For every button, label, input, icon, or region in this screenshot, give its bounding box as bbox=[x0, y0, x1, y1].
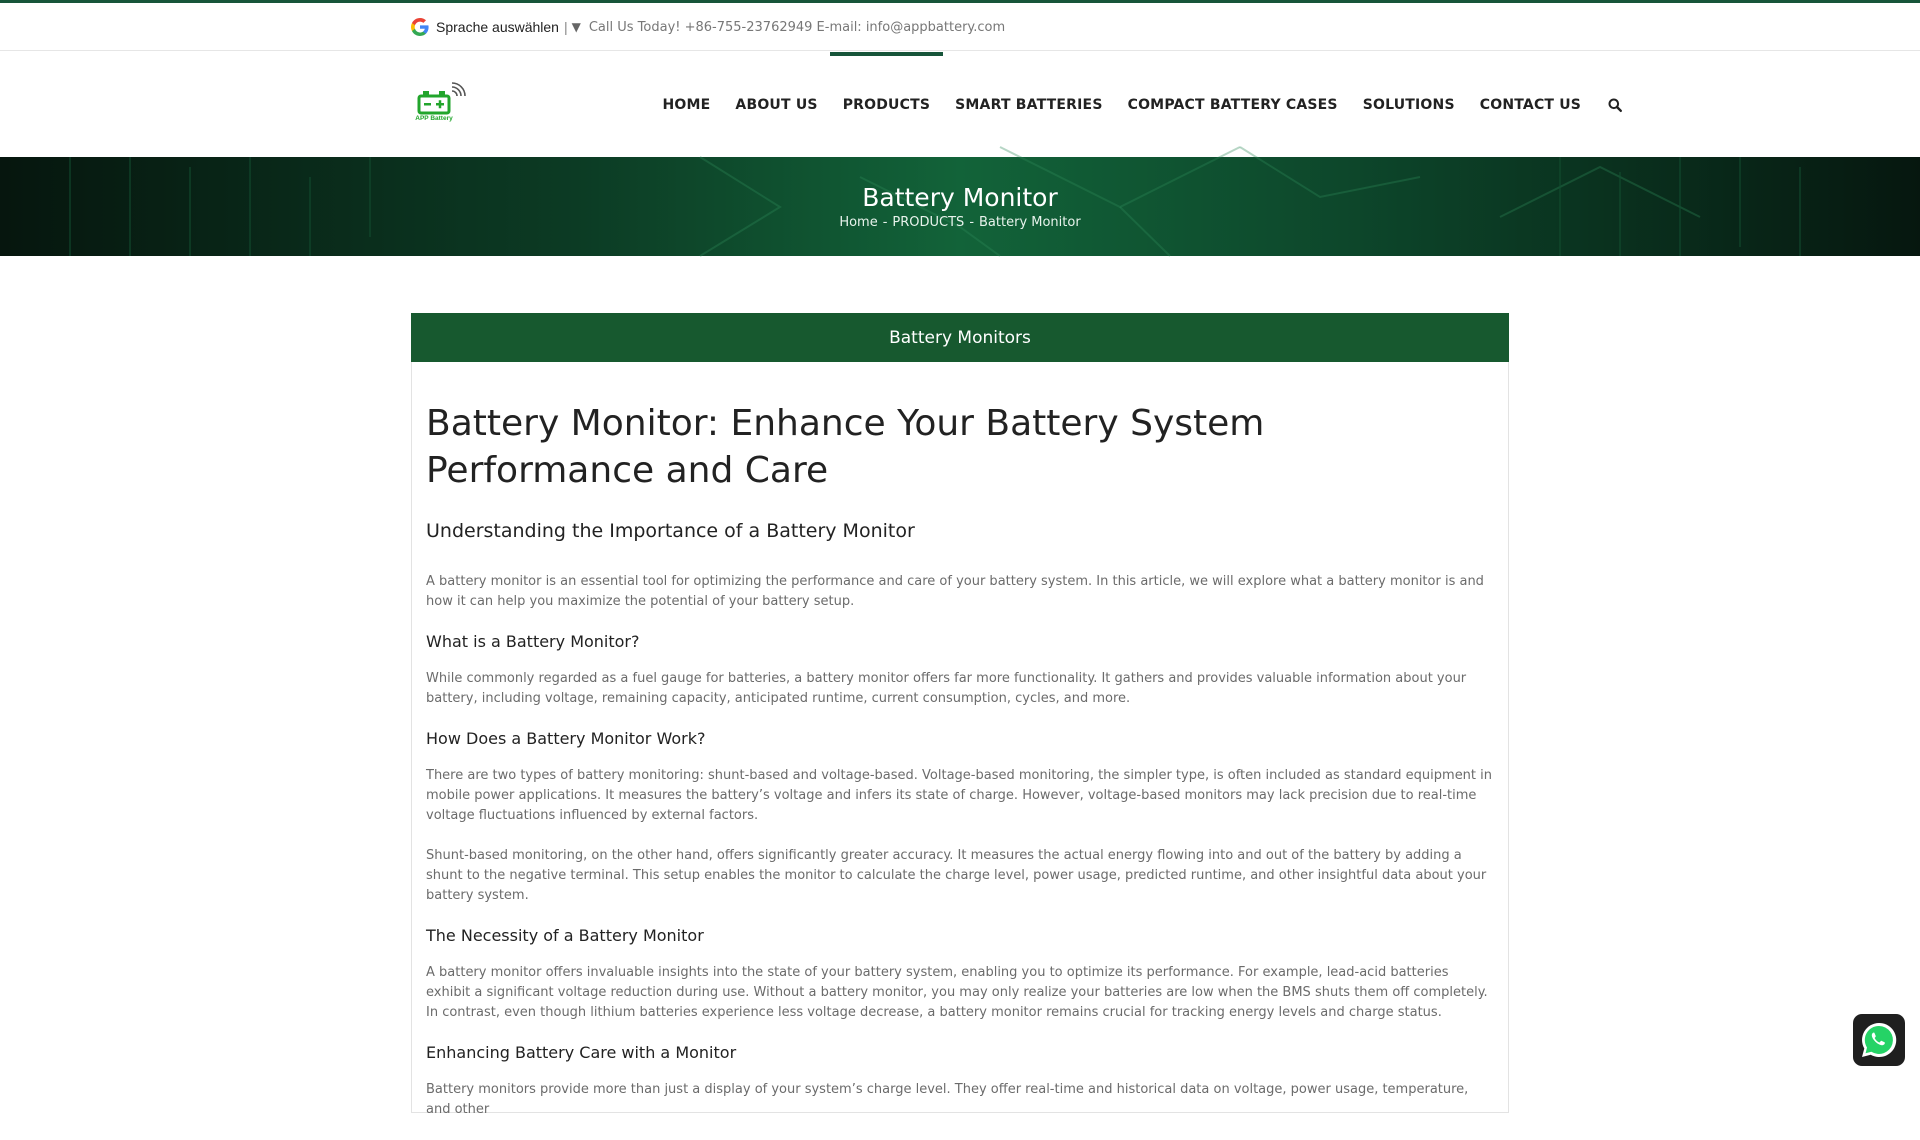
language-separator: | bbox=[563, 19, 568, 35]
top-bar bbox=[0, 3, 1920, 51]
battery-signal-icon bbox=[414, 82, 466, 122]
section-paragraph: There are two types of battery monitoring: shunt-based and voltage-based. Voltage-based monitoring, the simpler type, is often included as standard equipment in mobile power applications. It measures the battery’s voltage and infers its state of charge. However, voltage-based monitors may lack precision due to real-time voltage fluctuations influenced by external factors. bbox=[426, 768, 1493, 823]
section-paragraph: While commonly regarded as a fuel gauge for batteries, a battery monitor offers far more functionality. It gathers and provides valuable information about your battery, including voltage, remaining capacity, anticipated runtime, current consumption, cycles, and more. bbox=[426, 671, 1467, 706]
nav-about-us[interactable]: ABOUT US bbox=[735, 96, 818, 113]
breadcrumb-separator: - bbox=[882, 215, 888, 230]
site-logo[interactable] bbox=[414, 82, 466, 122]
section-heading: What is a Battery Monitor? bbox=[426, 632, 640, 651]
chevron-down-icon[interactable]: ▼ bbox=[571, 20, 581, 34]
nav-compact-battery-cases[interactable]: COMPACT BATTERY CASES bbox=[1127, 96, 1338, 113]
article-intro: A battery monitor is an essential tool for optimizing the performance and care of your battery system. In this article, we will explore what a battery monitor is and how it can help you maximize the potential of your battery setup. bbox=[426, 574, 1484, 609]
top-bar-content bbox=[411, 3, 1005, 51]
section-heading: How Does a Battery Monitor Work? bbox=[426, 729, 706, 748]
site-header bbox=[0, 52, 1920, 157]
page-title: Battery Monitor bbox=[862, 183, 1058, 212]
section-heading: The Necessity of a Battery Monitor bbox=[426, 926, 704, 945]
section-heading: Enhancing Battery Care with a Monitor bbox=[426, 1043, 737, 1062]
breadcrumb-separator: - bbox=[969, 215, 975, 230]
breadcrumb-home[interactable]: Home bbox=[839, 215, 878, 230]
nav-home[interactable]: HOME bbox=[662, 96, 711, 113]
section-paragraph: Shunt-based monitoring, on the other hand, offers significantly greater accuracy. It measures the actual energy flowing into and out of the battery by adding a shunt to the negative terminal. This setup enables the monitor to calculate the charge level, power usage, predicted runtime, and other insightful data about your battery system. bbox=[426, 848, 1487, 903]
nav-solutions[interactable]: SOLUTIONS bbox=[1362, 96, 1455, 113]
breadcrumb bbox=[0, 215, 1920, 230]
search-icon[interactable] bbox=[1594, 52, 1622, 157]
google-icon bbox=[411, 18, 429, 36]
section-paragraph: A battery monitor offers invaluable insights into the state of your battery system, enabling you to optimize its performance. For example, lead-acid batteries exhibit a significant voltage reduction during use. Without a battery monitor, you may only realize your batteries are low when the BMS shuts them off completely. In contrast, even though lithium batteries experience less voltage decrease, a battery monitor remains crucial for tracking energy levels and charge status. bbox=[426, 965, 1488, 1020]
contact-info: Call Us Today! +86-755-23762949 E-mail: info@appbattery.com bbox=[588, 19, 1006, 35]
card-header: Battery Monitors bbox=[411, 313, 1509, 362]
breadcrumb-products[interactable]: PRODUCTS bbox=[892, 215, 965, 230]
logo-text: APP Battery bbox=[415, 115, 453, 122]
whatsapp-icon bbox=[1859, 1020, 1899, 1060]
nav-contact-us[interactable]: CONTACT US bbox=[1479, 96, 1582, 113]
article bbox=[426, 400, 1494, 1140]
language-select-label[interactable]: Sprache auswählen bbox=[436, 19, 559, 35]
article-title: Battery Monitor: Enhance Your Battery System Performance and Care bbox=[426, 403, 1265, 491]
nav-smart-batteries[interactable]: SMART BATTERIES bbox=[955, 96, 1103, 113]
main-nav bbox=[650, 52, 1622, 157]
nav-products[interactable]: PRODUCTS bbox=[830, 52, 942, 157]
breadcrumb-current: Battery Monitor bbox=[979, 215, 1081, 230]
page-banner bbox=[0, 157, 1920, 256]
section-paragraph: Battery monitors provide more than just a display of your system’s charge level. They offer real-time and historical data on voltage, power usage, temperature, and other bbox=[426, 1082, 1469, 1117]
article-subtitle: Understanding the Importance of a Battery Monitor bbox=[426, 520, 915, 542]
whatsapp-button[interactable] bbox=[1853, 1014, 1905, 1066]
